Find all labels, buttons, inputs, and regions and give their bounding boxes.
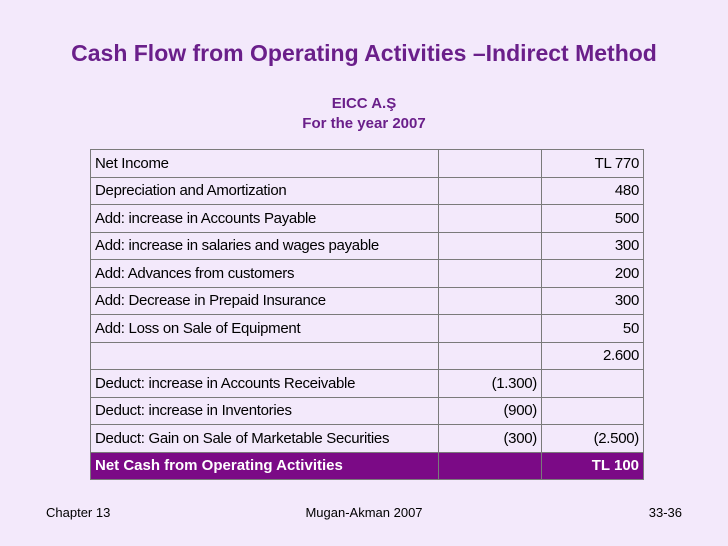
table-row [91, 315, 644, 343]
footer-author: Mugan-Akman 2007 [305, 505, 423, 520]
table-row [91, 177, 644, 205]
row-label: Deduct: increase in Accounts Receivable [91, 370, 439, 398]
row-label: Add: increase in salaries and wages payable [91, 232, 439, 260]
row-label: Deduct: Gain on Sale of Marketable Securities [91, 425, 439, 453]
row-subtotal-value [439, 342, 542, 370]
row-subtotal-value: (300) [439, 425, 542, 453]
row-total-value: 200 [542, 260, 644, 288]
row-label [91, 342, 439, 370]
row-total-value: 500 [542, 205, 644, 233]
row-label: Deduct: increase in Inventories [91, 397, 439, 425]
row-total-value: (2.500) [542, 425, 644, 453]
table-row [91, 370, 644, 398]
statement-period: For the year 2007 [302, 115, 426, 132]
table-row [91, 232, 644, 260]
row-total-value: TL 770 [542, 150, 644, 178]
row-subtotal-value [439, 260, 542, 288]
row-subtotal-value [439, 205, 542, 233]
row-subtotal-value: (900) [439, 397, 542, 425]
footer-page-number: 33-36 [648, 505, 682, 520]
table-row [91, 150, 644, 178]
row-total-value: 300 [542, 287, 644, 315]
table-row [91, 287, 644, 315]
footer-chapter: Chapter 13 [46, 505, 111, 520]
row-label: Depreciation and Amortization [91, 177, 439, 205]
row-label: Add: increase in Accounts Payable [91, 205, 439, 233]
table-row [91, 397, 644, 425]
row-total-value: 50 [542, 315, 644, 343]
table-row [91, 425, 644, 453]
row-subtotal-value [439, 177, 542, 205]
table-row [91, 260, 644, 288]
row-total-value [542, 370, 644, 398]
net-cash-label: Net Cash from Operating Activities [91, 452, 439, 480]
cash-flow-table [90, 149, 644, 480]
row-total-value: 2.600 [542, 342, 644, 370]
net-cash-value: TL 100 [542, 452, 644, 480]
table-row [91, 205, 644, 233]
row-subtotal-value: (1.300) [439, 370, 542, 398]
row-subtotal-value [439, 150, 542, 178]
net-cash-subtotal [439, 452, 542, 480]
row-label: Net Income [91, 150, 439, 178]
row-label: Add: Decrease in Prepaid Insurance [91, 287, 439, 315]
row-label: Add: Advances from customers [91, 260, 439, 288]
company-name: EICC A.Ş [331, 95, 397, 112]
row-subtotal-value [439, 232, 542, 260]
row-subtotal-value [439, 287, 542, 315]
statement-header [0, 94, 728, 134]
slide-title: Cash Flow from Operating Activities –Indirect Method [71, 40, 657, 66]
table-row [91, 342, 644, 370]
net-cash-row [91, 452, 644, 480]
row-label: Add: Loss on Sale of Equipment [91, 315, 439, 343]
row-total-value [542, 397, 644, 425]
row-total-value: 480 [542, 177, 644, 205]
row-subtotal-value [439, 315, 542, 343]
row-total-value: 300 [542, 232, 644, 260]
